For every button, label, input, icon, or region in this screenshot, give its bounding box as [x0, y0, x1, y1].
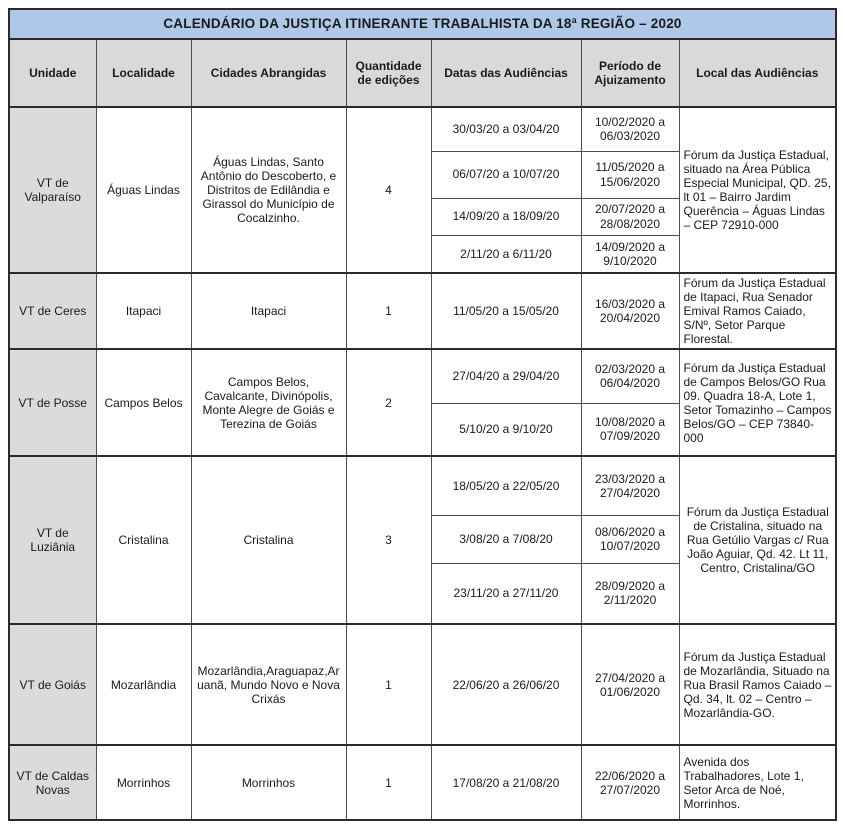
cell-localidade: Morrinhos [96, 745, 191, 820]
cell-localidade: Mozarlândia [96, 624, 191, 745]
cell-cidades: Mozarlândia,Araguapaz,Aruanã, Mundo Novo e Nova Crixás [191, 624, 346, 745]
cell-datas: 17/08/20 a 21/08/20 [431, 745, 581, 820]
calendar-table [8, 8, 837, 821]
cell-cidades: Itapaci [191, 273, 346, 349]
column-header-periodo-ajuizamento: Período de Ajuizamento [581, 39, 679, 107]
column-header-datas-audiencias: Datas das Audiências [431, 39, 581, 107]
cell-edicoes: 3 [346, 456, 431, 624]
cell-cidades: Morrinhos [191, 745, 346, 820]
cell-datas: 18/05/20 a 22/05/20 [431, 456, 581, 515]
cell-periodo: 28/09/2020 a 2/11/2020 [581, 563, 679, 624]
table-row [9, 745, 836, 820]
cell-datas: 11/05/20 a 15/05/20 [431, 273, 581, 349]
cell-periodo: 23/03/2020 a 27/04/2020 [581, 456, 679, 515]
cell-periodo: 20/07/2020 a 28/08/2020 [581, 198, 679, 235]
cell-localidade: Águas Lindas [96, 107, 191, 273]
table-row [9, 624, 836, 745]
cell-unidade: VT de Luziânia [9, 456, 96, 624]
cell-periodo: 10/02/2020 a 06/03/2020 [581, 107, 679, 151]
cell-cidades: Campos Belos, Cavalcante, Divinópolis, Monte Alegre de Goiás e Terezina de Goiás [191, 349, 346, 456]
cell-periodo: 11/05/2020 a 15/06/2020 [581, 151, 679, 198]
cell-datas: 22/06/20 a 26/06/20 [431, 624, 581, 745]
cell-unidade: VT de Caldas Novas [9, 745, 96, 820]
cell-periodo: 16/03/2020 a 20/04/2020 [581, 273, 679, 349]
page-title: CALENDÁRIO DA JUSTIÇA ITINERANTE TRABALHISTA DA 18ª REGIÃO – 2020 [9, 9, 836, 39]
cell-unidade: VT de Posse [9, 349, 96, 456]
table-row [9, 349, 836, 403]
cell-local: Fórum da Justiça Estadual, situado na Área Pública Especial Municipal, QD. 25, lt 01 – Bairro Jardim Querência – Águas Lindas – CEP 72910-000 [679, 107, 836, 273]
cell-local: Fórum da Justiça Estadual de Itapaci, Rua Senador Emival Ramos Caiado, S/Nº, Setor Parque Florestal. [679, 273, 836, 349]
cell-local: Fórum da Justiça Estadual de Campos Belos/GO Rua 09. Quadra 18-A, Lote 1, Setor Tomazinho – Campos Belos/GO – CEP 73840-000 [679, 349, 836, 456]
cell-datas: 06/07/20 a 10/07/20 [431, 151, 581, 198]
title-row [9, 9, 836, 39]
column-header-local-audiencias: Local das Audiências [679, 39, 836, 107]
cell-periodo: 14/09/2020 a 9/10/2020 [581, 235, 679, 273]
table-row [9, 456, 836, 515]
cell-localidade: Cristalina [96, 456, 191, 624]
cell-periodo: 02/03/2020 a 06/04/2020 [581, 349, 679, 403]
cell-cidades: Cristalina [191, 456, 346, 624]
cell-edicoes: 1 [346, 273, 431, 349]
cell-periodo: 22/06/2020 a 27/07/2020 [581, 745, 679, 820]
cell-datas: 3/08/20 a 7/08/20 [431, 515, 581, 563]
cell-datas: 5/10/20 a 9/10/20 [431, 403, 581, 456]
cell-local: Fórum da Justiça Estadual de Mozarlândia, Situado na Rua Brasil Ramos Caiado – Qd. 34, lt. 02 – Centro – Mozarlândia-GO. [679, 624, 836, 745]
column-header-cidades-abrangidas: Cidades Abrangidas [191, 39, 346, 107]
cell-datas: 2/11/20 a 6/11/20 [431, 235, 581, 273]
cell-unidade: VT de Ceres [9, 273, 96, 349]
column-header-unidade: Unidade [9, 39, 96, 107]
cell-localidade: Itapaci [96, 273, 191, 349]
cell-datas: 14/09/20 a 18/09/20 [431, 198, 581, 235]
column-header-localidade: Localidade [96, 39, 191, 107]
cell-edicoes: 2 [346, 349, 431, 456]
cell-datas: 27/04/20 a 29/04/20 [431, 349, 581, 403]
cell-periodo: 10/08/2020 a 07/09/2020 [581, 403, 679, 456]
table-row [9, 273, 836, 349]
cell-edicoes: 1 [346, 624, 431, 745]
cell-edicoes: 1 [346, 745, 431, 820]
cell-edicoes: 4 [346, 107, 431, 273]
column-header-row [9, 39, 836, 107]
cell-periodo: 27/04/2020 a 01/06/2020 [581, 624, 679, 745]
cell-unidade: VT de Goiás [9, 624, 96, 745]
cell-datas: 30/03/20 a 03/04/20 [431, 107, 581, 151]
cell-periodo: 08/06/2020 a 10/07/2020 [581, 515, 679, 563]
cell-local: Avenida dos Trabalhadores, Lote 1, Setor Arca de Noé, Morrinhos. [679, 745, 836, 820]
cell-datas: 23/11/20 a 27/11/20 [431, 563, 581, 624]
column-header-quantidade-edicoes: Quantidade de edições [346, 39, 431, 107]
cell-cidades: Águas Lindas, Santo Antônio do Descoberto, e Distritos de Edilândia e Girassol do Município de Cocalzinho. [191, 107, 346, 273]
cell-unidade: VT de Valparaíso [9, 107, 96, 273]
table-row [9, 107, 836, 151]
cell-localidade: Campos Belos [96, 349, 191, 456]
cell-local: Fórum da Justiça Estadual de Cristalina, situado na Rua Getúlio Vargas c/ Rua João Aguiar, Qd. 42. Lt 11, Centro, Cristalina/GO [679, 456, 836, 624]
